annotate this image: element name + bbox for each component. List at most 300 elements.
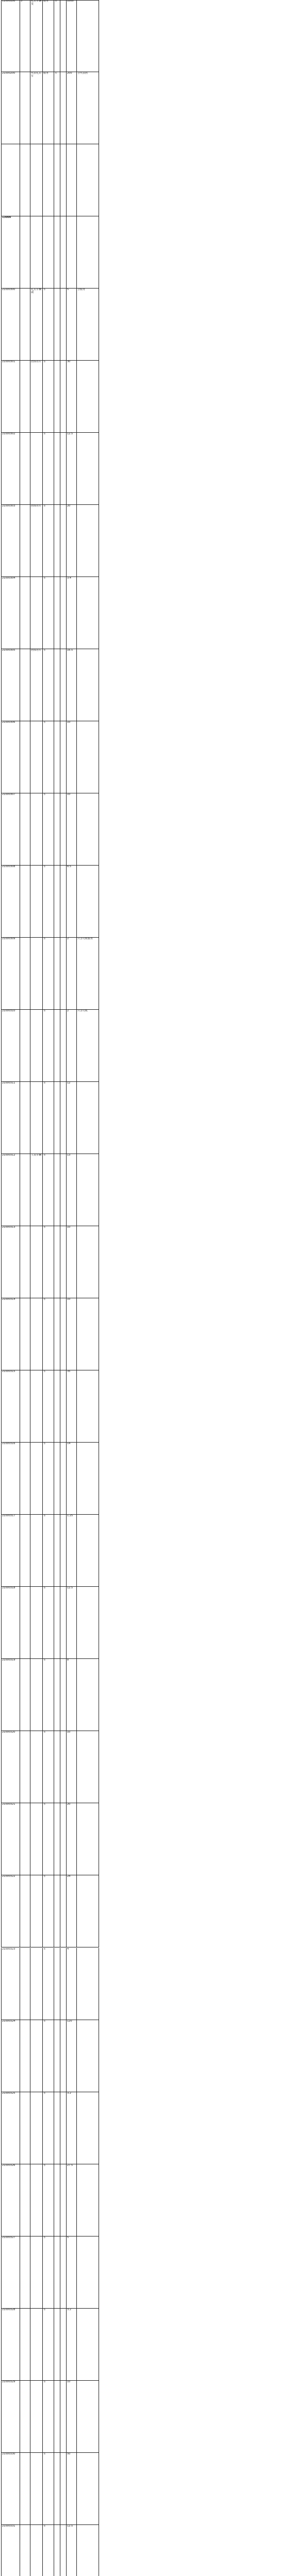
table-cell	[30, 1875, 42, 1947]
table-cell: 10	[66, 721, 76, 793]
table-cell: 车	[42, 866, 54, 937]
table-cell	[60, 361, 66, 432]
table-cell	[30, 1443, 42, 1514]
table-row	[1, 1587, 99, 1659]
table-cell	[30, 2453, 42, 2524]
table-row	[1, 433, 99, 505]
table-cell: 8	[66, 1659, 76, 1731]
table-cell	[30, 1948, 42, 2020]
table-row	[1, 1370, 99, 1443]
table-cell: 团体用车	[30, 505, 42, 577]
table-cell	[76, 1803, 99, 1875]
table-row	[1, 1443, 99, 1515]
table-row	[1, 1875, 99, 1947]
table-cell	[20, 1515, 30, 1586]
table-cell: 10	[66, 793, 76, 865]
table-cell	[60, 216, 66, 288]
table-cell: 车	[42, 2309, 54, 2380]
table-cell	[30, 2236, 42, 2308]
table-cell	[76, 1154, 99, 1226]
table-cell: 车	[42, 2525, 54, 2576]
table-cell	[20, 2092, 30, 2164]
table-cell: 21000321	[1, 1803, 20, 1875]
table-cell	[54, 1298, 60, 1370]
table-cell	[20, 144, 30, 216]
table-cell	[60, 1154, 66, 1226]
table-cell: 只含司机服务	[76, 938, 99, 1009]
table-cell	[76, 1659, 99, 1731]
table-cell	[54, 1082, 60, 1154]
table-cell	[54, 2164, 60, 2236]
table-cell: 车	[42, 649, 54, 721]
table-cell	[20, 1803, 30, 1875]
table-cell: 5	[66, 2236, 76, 2308]
table-cell	[20, 649, 30, 721]
table-cell	[54, 144, 60, 216]
table-cell: 车	[42, 2164, 54, 2236]
table-cell: 服务	[42, 0, 54, 72]
table-cell: 车	[42, 1370, 54, 1442]
table-row	[1, 361, 99, 433]
table-cell	[30, 2309, 42, 2380]
table-cell	[54, 938, 60, 1009]
table-cell: 21000200	[1, 72, 20, 144]
table-cell	[76, 1082, 99, 1154]
table-cell: 车	[42, 1154, 54, 1226]
table-cell: 24	[66, 1875, 76, 1947]
table-cell: 车	[42, 793, 54, 865]
table-cell	[20, 1370, 30, 1442]
table-cell	[54, 2525, 60, 2576]
table-cell	[54, 649, 60, 721]
table-cell: 3.2	[66, 2309, 76, 2380]
table-cell: 车	[42, 721, 54, 793]
table-cell	[60, 2381, 66, 2452]
table-cell: 21000324	[1, 2020, 20, 2092]
table-cell	[54, 1948, 60, 2020]
table-cell	[30, 433, 42, 504]
table-row	[1, 1226, 99, 1298]
table-cell	[76, 721, 99, 793]
table-cell	[60, 721, 66, 793]
table-cell: 21000319	[1, 1659, 20, 1731]
table-cell	[66, 216, 76, 288]
table-row	[1, 1154, 99, 1226]
table-cell	[54, 289, 60, 360]
table-cell	[20, 2309, 30, 2380]
table-cell	[20, 2381, 30, 2452]
table-cell: 车	[42, 1803, 54, 1875]
table-cell	[54, 866, 60, 937]
table-row	[1, 72, 99, 144]
table-cell	[76, 2092, 99, 2164]
table-cell	[76, 1370, 99, 1442]
table-cell	[20, 1154, 30, 1226]
table-cell	[60, 1010, 66, 1081]
table-cell: 13000	[1, 216, 20, 288]
table-cell	[54, 1803, 60, 1875]
table-cell	[54, 216, 60, 288]
table-cell: 车	[42, 2092, 54, 2164]
table-cell: 21000325	[1, 2092, 20, 2164]
table-cell	[20, 1659, 30, 1731]
table-cell	[30, 1731, 42, 1803]
table-row	[1, 2020, 99, 2092]
table-cell	[60, 1370, 66, 1442]
table-cell	[76, 2236, 99, 2308]
table-cell	[60, 2020, 66, 2092]
table-cell	[60, 2309, 66, 2380]
table-cell: 12	[66, 1082, 76, 1154]
table-cell	[54, 577, 60, 649]
table-cell: 工具车辆	[30, 1154, 42, 1226]
table-row	[1, 289, 99, 361]
table-cell: 21000313	[1, 1226, 20, 1298]
table-cell: 车	[42, 1875, 54, 1947]
table-cell	[20, 721, 30, 793]
table-row	[1, 1659, 99, 1731]
table-cell	[1, 144, 20, 216]
table-row	[1, 649, 99, 721]
table-cell: 21000329	[1, 2381, 20, 2452]
table-cell	[76, 1298, 99, 1370]
table-cell: 14	[66, 1443, 76, 1514]
table-cell: 20	[66, 1803, 76, 1875]
table-cell	[76, 2309, 99, 2380]
table-cell: 车	[42, 361, 54, 432]
table-row	[1, 1731, 99, 1803]
table-cell	[60, 144, 66, 216]
table-cell	[54, 2309, 60, 2380]
table-cell: 21000305	[1, 649, 20, 721]
table-cell: 12.5	[66, 2525, 76, 2576]
table-cell	[54, 505, 60, 577]
table-row	[1, 2309, 99, 2381]
table-cell: 车	[42, 2453, 54, 2524]
table-cell	[60, 289, 66, 360]
table-cell: 车	[54, 72, 60, 144]
table-row	[1, 1010, 99, 1082]
table-cell	[30, 1010, 42, 1081]
table-cell: 21000330	[1, 2453, 20, 2524]
table-cell: 12.5	[66, 433, 76, 504]
table-cell: 8.5	[66, 866, 76, 937]
table-cell: 21000328	[1, 2309, 20, 2380]
table-cell	[60, 1587, 66, 1658]
table-cell: 车	[42, 938, 54, 1009]
table-cell: 10	[66, 2381, 76, 2452]
table-cell	[76, 1587, 99, 1658]
table-cell	[60, 1875, 66, 1947]
table-cell: 20	[66, 505, 76, 577]
table-cell	[54, 361, 60, 432]
table-cell	[30, 721, 42, 793]
table-cell	[54, 2381, 60, 2452]
table-cell	[60, 2453, 66, 2524]
table-cell	[60, 1731, 66, 1803]
table-cell: 120	[66, 2020, 76, 2092]
table-cell	[76, 1875, 99, 1947]
table-cell	[30, 2092, 42, 2164]
table-cell	[20, 1875, 30, 1947]
table-cell	[60, 1082, 66, 1154]
table-cell	[60, 1515, 66, 1586]
table-cell: 21000303	[1, 505, 20, 577]
table-cell: 礼宾车辆及	[30, 0, 42, 72]
table-cell	[20, 361, 30, 432]
table-cell: 车	[42, 1731, 54, 1803]
table-cell	[76, 1226, 99, 1298]
table-cell	[76, 1948, 99, 2020]
table-row	[1, 2453, 99, 2525]
table-cell: 代表礼宾车	[30, 72, 42, 144]
table-cell	[60, 1298, 66, 1370]
table-cell: 4	[66, 1948, 76, 2020]
table-cell	[60, 2236, 66, 2308]
table-cell: 21000310	[1, 1010, 20, 1081]
table-cell: 车	[42, 1010, 54, 1081]
table-cell: 车	[42, 1587, 54, 1658]
table-cell: 21000317	[1, 1515, 20, 1586]
table-cell	[54, 1515, 60, 1586]
table-cell: 21000331	[1, 2525, 20, 2576]
table-cell	[54, 2453, 60, 2524]
table-row	[1, 2525, 99, 2576]
table-cell: 车	[42, 577, 54, 649]
table-cell	[60, 505, 66, 577]
table-cell: 只含司机	[76, 1010, 99, 1081]
table-cell	[30, 1226, 42, 1298]
table-cell	[60, 2092, 66, 2164]
table-cell: 含服务	[76, 289, 99, 360]
table-cell	[76, 2381, 99, 2452]
table-cell	[20, 72, 30, 144]
table-cell	[30, 2164, 42, 2236]
table-cell	[76, 505, 99, 577]
table-cell: 车	[54, 0, 60, 72]
table-cell	[20, 1443, 30, 1514]
table-cell	[30, 216, 42, 288]
table-cell: 21000314	[1, 1298, 20, 1370]
table-cell	[20, 2453, 30, 2524]
table-cell: 13	[66, 1154, 76, 1226]
table-cell: 21000309	[1, 938, 20, 1009]
table-cell: 车	[42, 1948, 54, 2020]
table-cell: 21000308	[1, 866, 20, 937]
table-row	[1, 505, 99, 577]
table-cell	[76, 2020, 99, 2092]
table-cell: 车	[42, 2020, 54, 2092]
table-cell: 3.2	[66, 2092, 76, 2164]
table-cell: 礼宾车辆调	[30, 289, 42, 360]
table-cell	[76, 2525, 99, 2576]
table-cell: 含代表团	[76, 72, 99, 144]
table-cell: 车	[42, 2236, 54, 2308]
table-cell: 5	[20, 0, 30, 72]
table-cell	[30, 2381, 42, 2452]
table-cell	[30, 793, 42, 865]
table-cell	[76, 433, 99, 504]
table-row	[1, 2236, 99, 2309]
table-cell	[30, 1082, 42, 1154]
table-row	[1, 2164, 99, 2236]
table-cell	[76, 577, 99, 649]
table-cell: 21000307	[1, 793, 20, 865]
table-cell	[20, 505, 30, 577]
table-cell: 车	[42, 1515, 54, 1586]
table-cell	[60, 1226, 66, 1298]
table-row	[1, 2381, 99, 2453]
table-cell	[20, 1226, 30, 1298]
table-row	[1, 866, 99, 938]
table-cell: 车	[42, 433, 54, 504]
table-cell: 5	[66, 289, 76, 360]
table-cell	[54, 721, 60, 793]
table-cell: 21000327	[1, 2236, 20, 2308]
table-cell: 10	[66, 1298, 76, 1370]
table-cell	[20, 1082, 30, 1154]
table-cell	[30, 1298, 42, 1370]
table-row	[1, 2092, 99, 2164]
table-cell: 21000323	[1, 1948, 20, 2020]
table-cell: 10	[66, 1731, 76, 1803]
table-cell	[54, 1443, 60, 1514]
table-cell	[54, 1370, 60, 1442]
table-cell: 21000304	[1, 577, 20, 649]
table-cell	[60, 793, 66, 865]
table-cell: 3.4	[66, 577, 76, 649]
table-row	[1, 793, 99, 866]
table-cell	[76, 361, 99, 432]
table-cell	[30, 866, 42, 937]
table-cell	[76, 2453, 99, 2524]
table-cell	[54, 1010, 60, 1081]
table-row	[1, 1803, 99, 1875]
table-cell: 21000311	[1, 1082, 20, 1154]
table-cell	[54, 1731, 60, 1803]
table-cell	[60, 2525, 66, 2576]
table-cell	[54, 1587, 60, 1658]
table-cell	[54, 1154, 60, 1226]
table-row	[1, 1948, 99, 2020]
table-cell	[76, 793, 99, 865]
table-row	[1, 0, 99, 72]
table-cell	[30, 2020, 42, 2092]
table-cell: 21000326	[1, 2164, 20, 2236]
table-cell	[20, 2525, 30, 2576]
table-cell	[30, 1370, 42, 1442]
table-cell: 21000316	[1, 1443, 20, 1514]
table-cell	[30, 144, 42, 216]
table-cell: 团体用车	[30, 649, 42, 721]
table-cell: 21000318	[1, 1587, 20, 1658]
table-cell	[20, 1587, 30, 1658]
table-cell: 车	[42, 505, 54, 577]
table-cell	[20, 1731, 30, 1803]
table-cell: 50	[66, 2453, 76, 2524]
table-cell	[60, 2164, 66, 2236]
table-cell	[20, 1948, 30, 2020]
table-cell: 35	[66, 1370, 76, 1442]
table-cell	[60, 433, 66, 504]
table-cell	[20, 216, 30, 288]
table-cell	[76, 216, 99, 288]
table-cell	[20, 938, 30, 1009]
table-cell	[20, 2236, 30, 2308]
table-cell: 10	[66, 1226, 76, 1298]
table-cell	[60, 1659, 66, 1731]
table-cell	[30, 1803, 42, 1875]
table-cell	[54, 793, 60, 865]
table-cell	[76, 649, 99, 721]
table-cell	[54, 433, 60, 504]
table-cell	[20, 289, 30, 360]
table-cell	[60, 1803, 66, 1875]
table-cell: 21000306	[1, 721, 20, 793]
table-cell: 车	[42, 1443, 54, 1514]
table-cell: 21000322	[1, 1875, 20, 1947]
table-cell	[20, 2020, 30, 2092]
table-row	[1, 1298, 99, 1370]
table-cell: 1000	[66, 0, 76, 72]
table-cell	[20, 577, 30, 649]
table-row	[1, 144, 99, 216]
table-cell: 21000320	[1, 1731, 20, 1803]
table-cell	[76, 0, 99, 72]
table-cell: 21000312	[1, 1154, 20, 1226]
table-cell: 团体用车	[30, 361, 42, 432]
table-cell	[42, 144, 54, 216]
table-cell: 21000315	[1, 1370, 20, 1442]
table-cell	[60, 0, 66, 72]
table-cell: 车	[42, 289, 54, 360]
table-cell	[30, 1587, 42, 1658]
table-cell: 车	[42, 1082, 54, 1154]
table-row	[1, 216, 99, 289]
table-cell	[60, 577, 66, 649]
table-cell: 21000300	[1, 289, 20, 360]
table-cell	[76, 2164, 99, 2236]
table-row	[1, 1515, 99, 1587]
table-cell	[20, 1010, 30, 1081]
table-cell	[76, 1443, 99, 1514]
table-cell	[60, 1443, 66, 1514]
table-cell: 1.25	[66, 1515, 76, 1586]
table-row	[1, 577, 99, 649]
table-cell: 2	[66, 938, 76, 1009]
table-cell	[30, 2525, 42, 2576]
table-cell	[30, 1659, 42, 1731]
table-cell: 车	[42, 1659, 54, 1731]
table-cell	[60, 866, 66, 937]
table-cell	[30, 577, 42, 649]
table-cell: 21000301	[1, 361, 20, 432]
table-cell	[60, 649, 66, 721]
table-cell: 车	[42, 1298, 54, 1370]
table-cell: 2	[66, 1010, 76, 1081]
table-cell	[76, 866, 99, 937]
table-cell	[66, 144, 76, 216]
table-cell	[76, 144, 99, 216]
table-row	[1, 1082, 99, 1154]
table-cell: 服务	[42, 72, 54, 144]
table-cell	[30, 1515, 42, 1586]
table-cell	[60, 938, 66, 1009]
table-cell	[60, 1948, 66, 2020]
table-cell	[54, 1226, 60, 1298]
table-cell	[20, 2164, 30, 2236]
table-cell	[20, 433, 30, 504]
